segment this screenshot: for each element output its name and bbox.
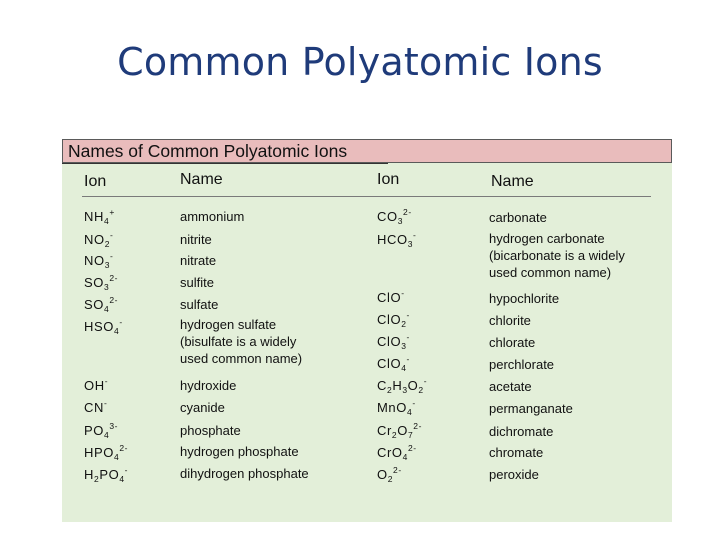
ion-name: cyanide <box>180 400 225 415</box>
ion-name: hydrogen phosphate <box>180 444 299 459</box>
ion-name: dichromate <box>489 424 554 439</box>
ion-name: perchlorate <box>489 357 555 372</box>
ion-formula: ClO$_2$- <box>377 310 410 329</box>
ion-formula: OH- <box>84 376 109 393</box>
table-caption <box>62 139 672 163</box>
ion-name: phosphate <box>180 423 241 438</box>
header-name-left: Name <box>180 171 223 188</box>
ion-formula: $H_2PO_4^-$ <box>84 465 129 484</box>
ion-name: nitrite <box>180 232 212 247</box>
header-ion-right: Ion <box>377 171 400 188</box>
ion-formula: CrO$_4^{2-}$ <box>377 443 417 462</box>
ion-name: chlorate <box>489 335 536 350</box>
ion-name: nitrate <box>180 253 217 268</box>
ion-name: ammonium <box>180 209 245 224</box>
header-ion-left: Ion <box>84 173 107 190</box>
ion-name: peroxide <box>489 467 539 482</box>
ion-formula: $HCO_3^-$ <box>377 230 417 249</box>
ion-formula: $HPO_4^{2-}$ <box>84 443 129 462</box>
ion-name: acetate <box>489 379 532 394</box>
ion-formula: $NO_3^-$ <box>84 251 114 270</box>
ion-name: hydrogen sulfate (bisulfate is a widely used common name) <box>180 317 303 366</box>
slide-title: Common Polyatomic Ions <box>117 40 603 84</box>
ion-formula: $NO_2^-$ <box>84 230 114 249</box>
ion-name: permanganate <box>489 401 573 416</box>
caption-underline <box>62 163 388 164</box>
ion-formula: $Cr_2O_7^{2-}$ <box>377 421 423 440</box>
ion-name: chlorite <box>489 313 531 328</box>
ion-formula: $CO_3^{2-}$ <box>377 207 412 226</box>
ion-name: carbonate <box>489 210 547 225</box>
ion-formula: ClO- <box>377 288 405 305</box>
ion-name: hypochlorite <box>489 291 560 306</box>
ion-formula: CN- <box>84 398 108 415</box>
ion-name: chromate <box>489 445 544 460</box>
ion-formula: $SO_3^{2-}$ <box>84 273 119 292</box>
ion-formula: ClO$_4$- <box>377 354 410 373</box>
ion-formula: $SO_4^{2-}$ <box>84 295 119 314</box>
ion-formula: ClO$_3$- <box>377 332 410 351</box>
ion-name: dihydrogen phosphate <box>180 466 309 481</box>
ion-formula: $O_2^{2-}$ <box>377 465 402 484</box>
ion-formula: $C_2H_3O_2^-$ <box>377 376 428 395</box>
ion-name: sulfate <box>180 297 219 312</box>
header-rule <box>82 196 651 197</box>
ion-formula: MnO$_4$- <box>377 398 416 417</box>
ion-name: hydroxide <box>180 378 237 393</box>
ion-name: sulfite <box>180 275 214 290</box>
table-caption-text: Names of Common Polyatomic Ions <box>68 141 348 161</box>
ion-name: hydrogen carbonate (bicarbonate is a widely used common name) <box>489 231 625 280</box>
header-name-right: Name <box>491 173 534 190</box>
ion-formula: $NH_4^+$ <box>84 207 115 226</box>
ion-formula: $HSO_4^-$ <box>84 317 123 336</box>
ion-formula: $PO_4^{3-}$ <box>84 421 119 440</box>
